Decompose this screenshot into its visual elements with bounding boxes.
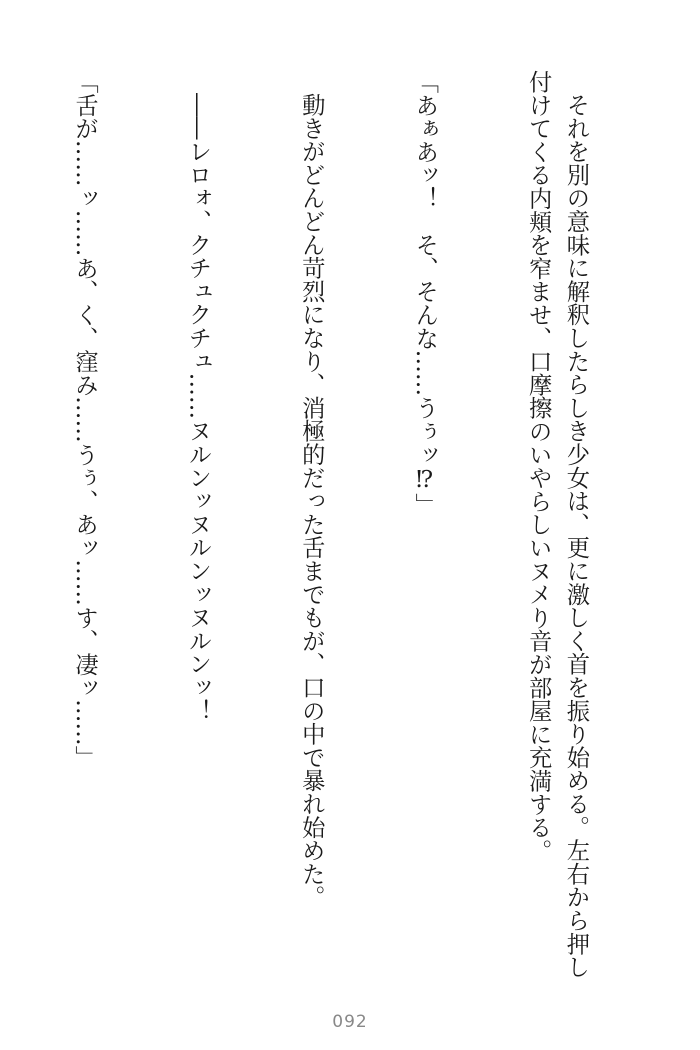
- page-number: 092: [332, 1012, 368, 1032]
- paragraph: ――レロォ、クチュクチュ……ヌルンッヌルンッヌルンッ！: [184, 93, 212, 723]
- paragraph: 「舌が……ッ……あ、く、窪み……うぅ、あッ……す、凄ッ……」: [71, 70, 99, 769]
- paragraph: 動きがどんどん苛烈になり、消極的だった舌までもが、口の中で暴れ始めた。: [297, 93, 325, 909]
- body-text: [10, 70, 670, 985]
- paragraph: 「あぁあッ！ そ、そんな……うぅッ⁉」: [411, 70, 439, 517]
- paragraph: それを別の意味に解釈したらしき少女は、更に激しく首を振り始める。左右から押し付けてくる内頬を窄ませ、口摩擦のいやらしいヌメり音が部屋に充満する。: [524, 70, 590, 979]
